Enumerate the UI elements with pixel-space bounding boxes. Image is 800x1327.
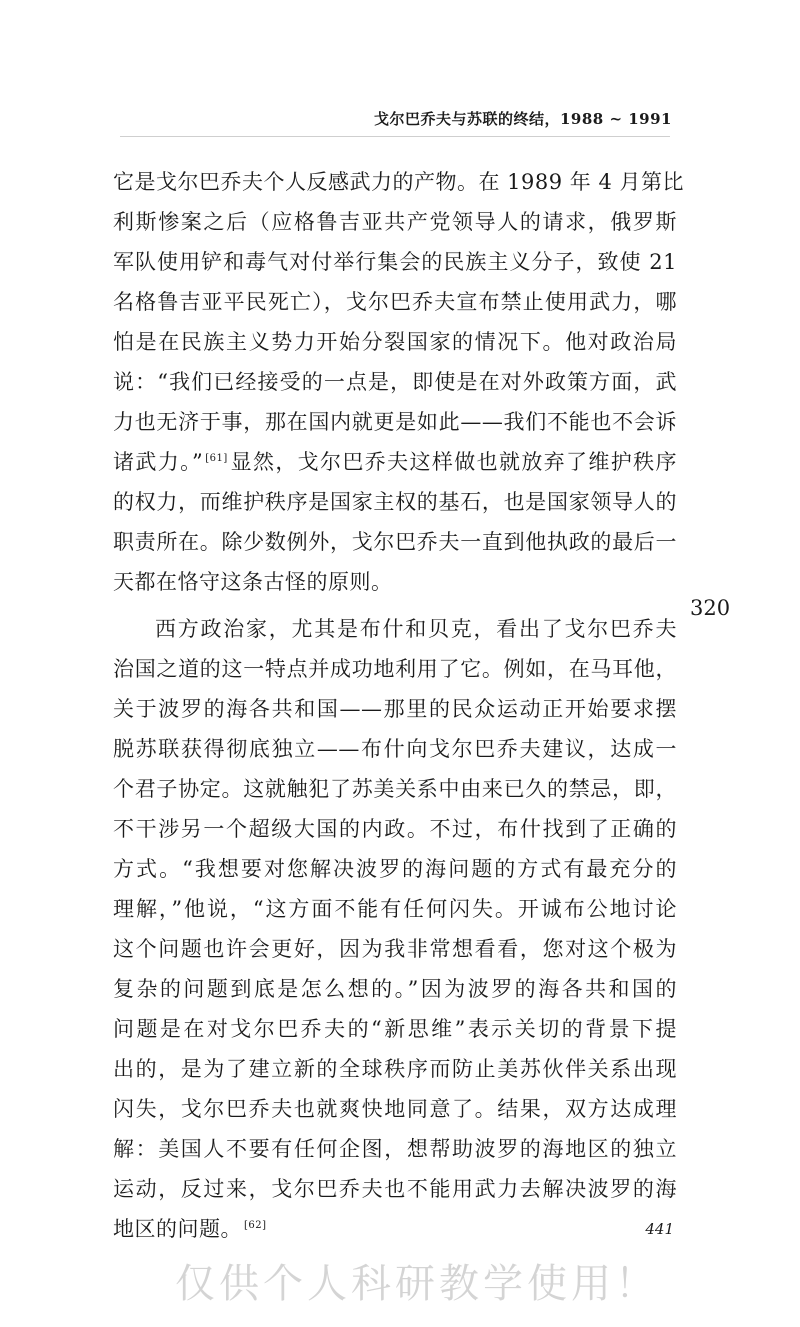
text-line: 的权力，而维护秩序是国家主权的基石，也是国家领导人的 — [113, 490, 677, 514]
text-line: 力也无济于事，那在国内就更是如此——我们不能也不会诉 — [113, 410, 677, 434]
text-line: 它是戈尔巴乔夫个人反感武力的产物。在 1989 年 4 月第比 — [113, 170, 685, 194]
text-line: 复杂的问题到底是怎么想的。”因为波罗的海各共和国的 — [113, 977, 677, 1001]
body-text — [113, 162, 685, 1249]
paragraph — [113, 162, 685, 602]
text-line: 治国之道的这一特点并成功地利用了它。例如，在马耳他， — [113, 657, 677, 681]
footnote-ref-62: [62] — [244, 1220, 267, 1231]
text-line: 问题是在对戈尔巴乔夫的“新思维”表示关切的背景下提 — [113, 1017, 677, 1041]
text-line: 理解，”他说，“这方面不能有任何闪失。开诚布公地讨论 — [113, 897, 677, 921]
text-line: 说：“我们已经接受的一点是，即使是在对外政策方面，武 — [113, 370, 677, 394]
text-line: 脱苏联获得彻底独立——布什向戈尔巴乔夫建议，达成一 — [113, 737, 677, 761]
header-divider — [120, 136, 670, 137]
text-line: 方式。“我想要对您解决波罗的海问题的方式有最充分的 — [113, 857, 677, 881]
text-line: 利斯惨案之后（应格鲁吉亚共产党领导人的请求，俄罗斯 — [113, 210, 677, 234]
watermark: 仅供个人科研教学使用！ — [175, 1261, 659, 1307]
text-line: 天都在恪守这条古怪的原则。 — [113, 570, 393, 594]
text-line: 闪失，戈尔巴乔夫也就爽快地同意了。结果，双方达成理 — [113, 1097, 677, 1121]
text-line — [113, 1209, 677, 1249]
text-line: 解：美国人不要有任何企图，想帮助波罗的海地区的独立 — [113, 1137, 677, 1161]
text-line: 职责所在。除少数例外，戈尔巴乔夫一直到他执政的最后一 — [113, 530, 677, 554]
text-line: 怕是在民族主义势力开始分裂国家的情况下。他对政治局 — [113, 330, 677, 354]
paragraph-gap — [113, 602, 677, 609]
running-head: 戈尔巴乔夫与苏联的终结，1988 ~ 1991 — [373, 110, 672, 128]
margin-page-number: 320 — [690, 596, 731, 620]
text-line: 西方政治家，尤其是布什和贝克，看出了戈尔巴乔夫 — [155, 617, 677, 641]
text-line: 运动，反过来，戈尔巴乔夫也不能用武力去解决波罗的海 — [113, 1177, 677, 1201]
text-line: 个君子协定。这就触犯了苏美关系中由来已久的禁忌，即， — [113, 777, 677, 801]
text-line: 关于波罗的海各共和国——那里的民众运动正开始要求摆 — [113, 697, 677, 721]
paragraph — [113, 609, 677, 1249]
footnote-ref-61: [61] — [205, 453, 228, 464]
text-line: 不干涉另一个超级大国的内政。不过，布什找到了正确的 — [113, 817, 677, 841]
text-line: 军队使用铲和毒气对付举行集会的民族主义分子，致使 21 — [113, 250, 677, 274]
text-line — [113, 442, 677, 482]
text-line: 名格鲁吉亚平民死亡），戈尔巴乔夫宣布禁止使用武力，哪 — [113, 290, 677, 314]
text-line: 出的，是为了建立新的全球秩序而防止美苏伙伴关系出现 — [113, 1057, 677, 1081]
text-line: 这个问题也许会更好，因为我非常想看看，您对这个极为 — [113, 937, 677, 961]
page-number: 441 — [645, 1220, 674, 1238]
text-segment: 显然，戈尔巴乔夫这样做也就放弃了维护秩序 — [229, 450, 677, 474]
text-segment: 诸武力。” — [113, 450, 204, 474]
text-segment: 地区的问题。 — [113, 1217, 242, 1241]
